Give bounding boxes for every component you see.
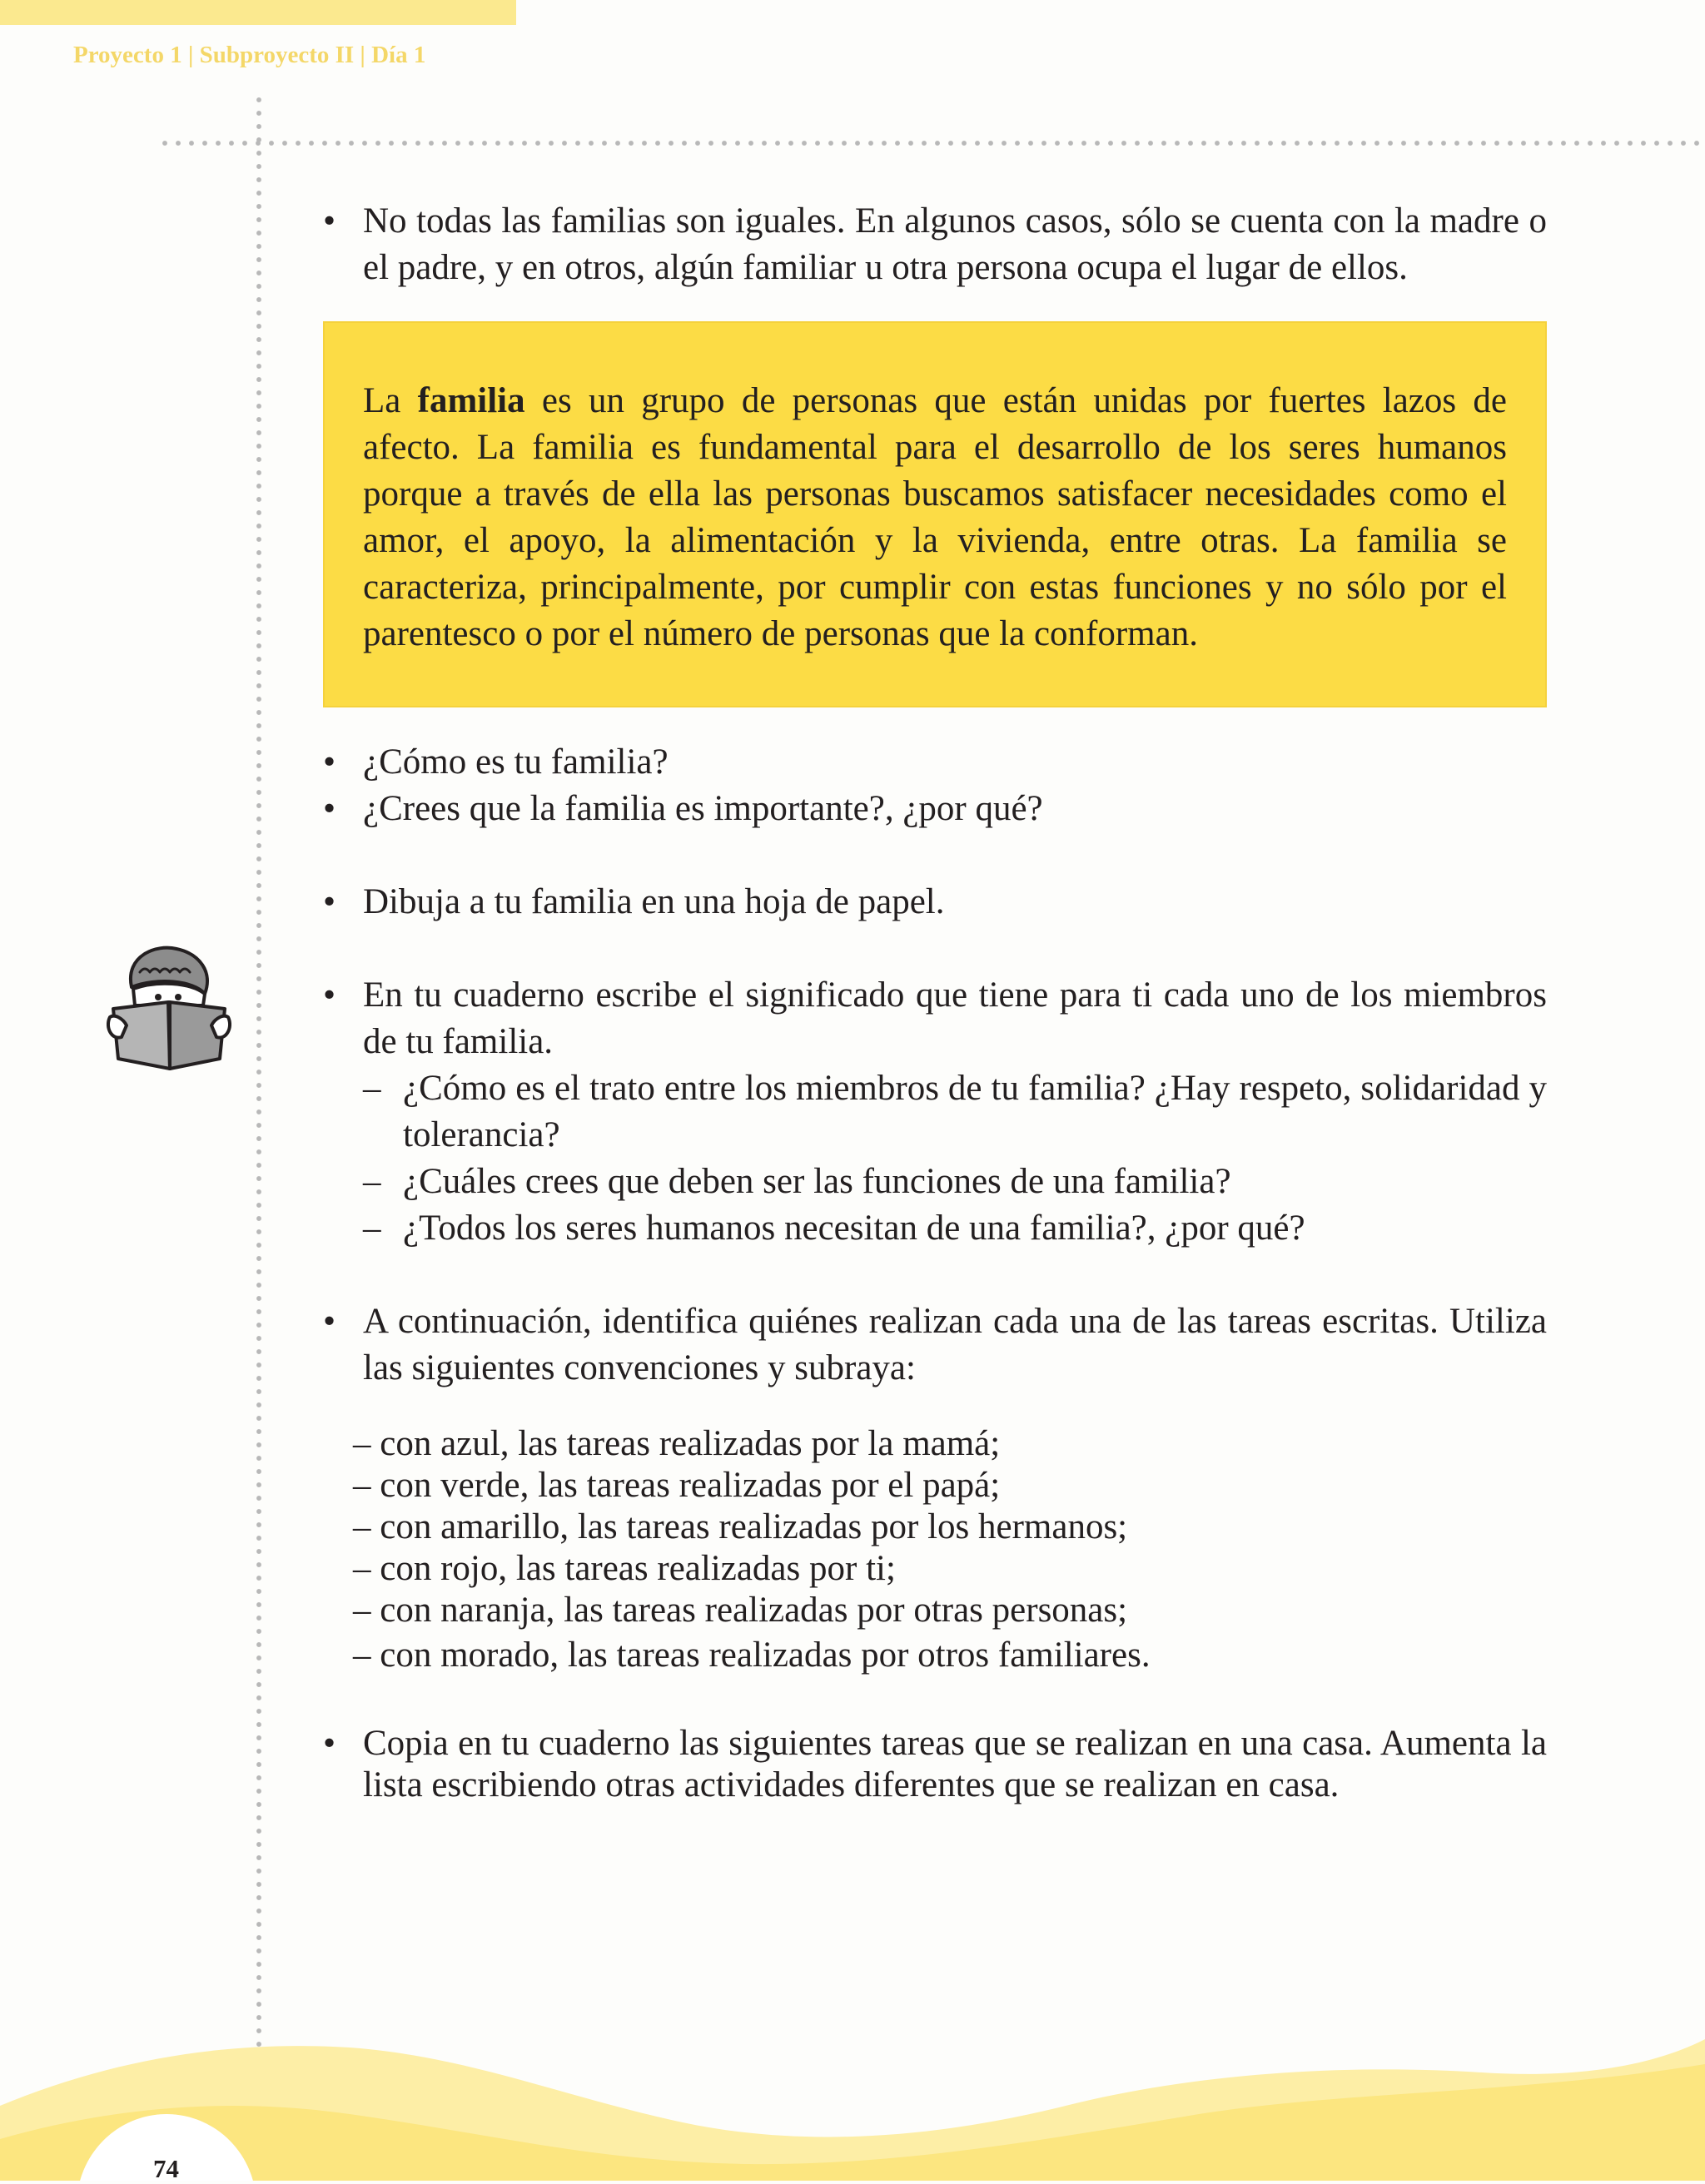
question-item bbox=[323, 786, 1547, 832]
dotted-rule-horizontal bbox=[158, 140, 1705, 146]
page-content bbox=[323, 198, 1547, 1806]
draw-task-text: Dibuja a tu familia en una hoja de papel. bbox=[363, 882, 945, 921]
dash-marker: – bbox=[363, 1162, 381, 1201]
convention-item: – con rojo, las tareas realizadas por ti; bbox=[353, 1549, 896, 1588]
convention-item: – con azul, las tareas realizadas por la mamá; bbox=[353, 1424, 1001, 1463]
definition-lead: La bbox=[363, 381, 418, 420]
dotted-rule-vertical bbox=[256, 93, 262, 2074]
bullet-marker: • bbox=[323, 1302, 336, 1341]
bullet-marker: • bbox=[323, 789, 336, 828]
dash-marker: – bbox=[363, 1209, 381, 1248]
notebook-subitem-text: ¿Todos los seres humanos necesitan de una familia?, ¿por qué? bbox=[403, 1209, 1305, 1248]
notebook-subitem-text: ¿Cuáles crees que deben ser las funciones de una familia? bbox=[403, 1162, 1231, 1201]
definition-term: familia bbox=[417, 381, 525, 420]
bullet-marker: • bbox=[323, 882, 336, 921]
copy-task bbox=[323, 1723, 1547, 1806]
intro-text: No todas las familias son iguales. En algunos casos, sólo se cuenta con la madre o el padre, y en otros, algún familiar u otra persona ocupa el lugar de ellos. bbox=[363, 201, 1547, 287]
conventions-list bbox=[323, 1423, 1547, 1680]
convention-item: – con morado, las tareas realizadas por otros familiares. bbox=[353, 1636, 1151, 1675]
identify-task bbox=[323, 1298, 1547, 1392]
definition-body: es un grupo de personas que están unidas por fuertes lazos de afecto. La familia es fundamental para el desarrollo de los seres humanos porque a través de ella las personas buscamos satisfacer necesidades como el amor, el apoyo, la alimentación y la vivienda, entre otras. La familia se caracteriza, principalmente, por cumplir con estas funciones y no sólo por el parentesco o por el número de personas que la conforman. bbox=[363, 381, 1507, 653]
page-number: 74 bbox=[153, 2154, 179, 2183]
footer-wave-decoration bbox=[0, 2014, 1705, 2181]
notebook-subitem bbox=[323, 1205, 1547, 1252]
intro-bullet bbox=[323, 198, 1547, 291]
header-accent-bar bbox=[0, 0, 516, 25]
convention-item: – con verde, las tareas realizadas por el papá; bbox=[353, 1466, 1001, 1505]
notebook-subitem-text: ¿Cómo es el trato entre los miembros de tu familia? ¿Hay respeto, solidaridad y tolerancia? bbox=[403, 1069, 1547, 1154]
child-reading-book-icon bbox=[107, 939, 231, 1072]
bullet-marker: • bbox=[323, 742, 336, 782]
definition-text bbox=[363, 378, 1507, 658]
question-text: ¿Crees que la familia es importante?, ¿por qué? bbox=[363, 789, 1043, 828]
bullet-marker: • bbox=[323, 975, 336, 1015]
draw-task bbox=[323, 879, 1547, 926]
convention-item: – con naranja, las tareas realizadas por otras personas; bbox=[353, 1591, 1128, 1630]
bullet-marker: • bbox=[323, 1724, 336, 1763]
notebook-task-text: En tu cuaderno escribe el significado que tiene para ti cada uno de los miembros de tu familia. bbox=[363, 975, 1547, 1061]
notebook-task bbox=[323, 972, 1547, 1065]
dash-marker: – bbox=[363, 1069, 381, 1108]
section-header: Proyecto 1 | Subproyecto II | Día 1 bbox=[73, 42, 426, 68]
question-item bbox=[323, 739, 1547, 786]
notebook-subitem bbox=[323, 1159, 1547, 1205]
bullet-marker: • bbox=[323, 201, 336, 241]
identify-task-text: A continuación, identifica quiénes realizan cada una de las tareas escritas. Utiliza las siguientes convenciones y subraya: bbox=[363, 1302, 1547, 1387]
notebook-subitem bbox=[323, 1065, 1547, 1159]
copy-task-text: Copia en tu cuaderno las siguientes tareas que se realizan en una casa. Aumenta la lista escribiendo otras actividades diferentes que se realizan en casa. bbox=[363, 1724, 1547, 1804]
question-text: ¿Cómo es tu familia? bbox=[363, 742, 669, 782]
convention-item: – con amarillo, las tareas realizadas por los hermanos; bbox=[353, 1507, 1128, 1546]
definition-box bbox=[323, 321, 1547, 707]
